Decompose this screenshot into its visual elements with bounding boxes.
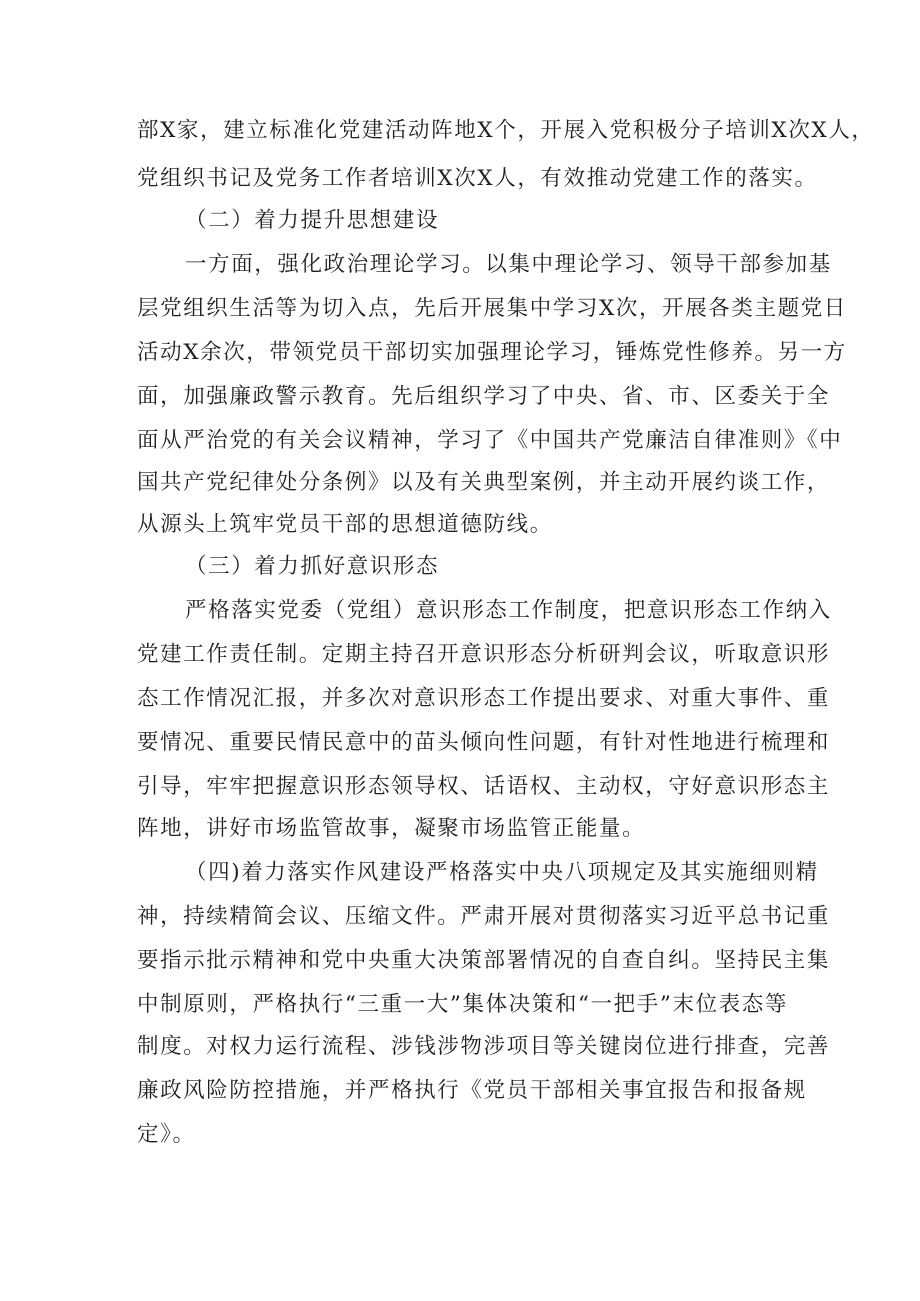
body-line: 神，持续精简会议、压缩文件。严肃开展对贯彻落实习近平总书记重 <box>137 904 831 929</box>
body-line: 定》。 <box>137 1122 196 1147</box>
body-line: 要情况、重要民情民意中的苗头倾向性问题，有针对性地进行梳理和 <box>137 730 831 755</box>
body-line: 党建工作责任制。定期主持召开意识形态分析研判会议，听取意识形 <box>137 642 831 667</box>
body-line: 从源头上筑牢党员干部的思想道德防线。 <box>137 512 553 537</box>
body-line: 中制原则，严格执行“三重一大”集体决策和“一把手”末位表态等 <box>137 992 788 1017</box>
body-line: 党组织书记及党务工作者培训X次X人，有效推动党建工作的落实。 <box>137 166 818 191</box>
body-line: 态工作情况汇报，并多次对意识形态工作提出要求、对重大事件、重 <box>137 686 831 711</box>
body-line: 部X家，建立标准化党建活动阵地X个，开展入党积极分子培训X次X人， <box>137 118 875 143</box>
body-line: 层党组织生活等为切入点，先后开展集中学习X次，开展各类主题党日 <box>137 296 847 321</box>
section-heading: （四)着力落实作风建设严格落实中央八项规定及其实施细则精 <box>185 860 819 885</box>
body-line: 廉政风险防控措施，并严格执行《党员干部相关事宜报告和报备规 <box>137 1078 807 1103</box>
body-line: 引导，牢牢把握意识形态领导权、话语权、主动权，守好意识形态主 <box>137 774 831 799</box>
body-line: 一方面，强化政治理论学习。以集中理论学习、领导干部参加基 <box>185 252 832 277</box>
body-line: 要指示批示精神和党中央重大决策部署情况的自查自纠。坚持民主集 <box>137 948 831 973</box>
body-line: 严格落实党委（党组）意识形态工作制度，把意识形态工作纳入 <box>185 598 832 623</box>
body-line: 阵地，讲好市场监管故事，凝聚市场监管正能量。 <box>137 816 646 841</box>
body-line: 活动X余次，带领党员干部切实加强理论学习，锤炼党性修养。另一方 <box>137 340 847 365</box>
body-line: 面，加强廉政警示教育。先后组织学习了中央、省、市、区委关于全 <box>137 384 831 409</box>
body-line: 国共产党纪律处分条例》以及有关典型案例，并主动开展约谈工作， <box>137 470 831 495</box>
section-heading: （三）着力抓好意识形态 <box>185 554 440 579</box>
body-line: 面从严治党的有关会议精神，学习了《中国共产党廉洁自律准则》《中 <box>137 428 843 453</box>
section-heading: （二）着力提升思想建设 <box>185 208 440 233</box>
body-line: 制度。对权力运行流程、涉钱涉物涉项目等关键岗位进行排查，完善 <box>137 1034 831 1059</box>
